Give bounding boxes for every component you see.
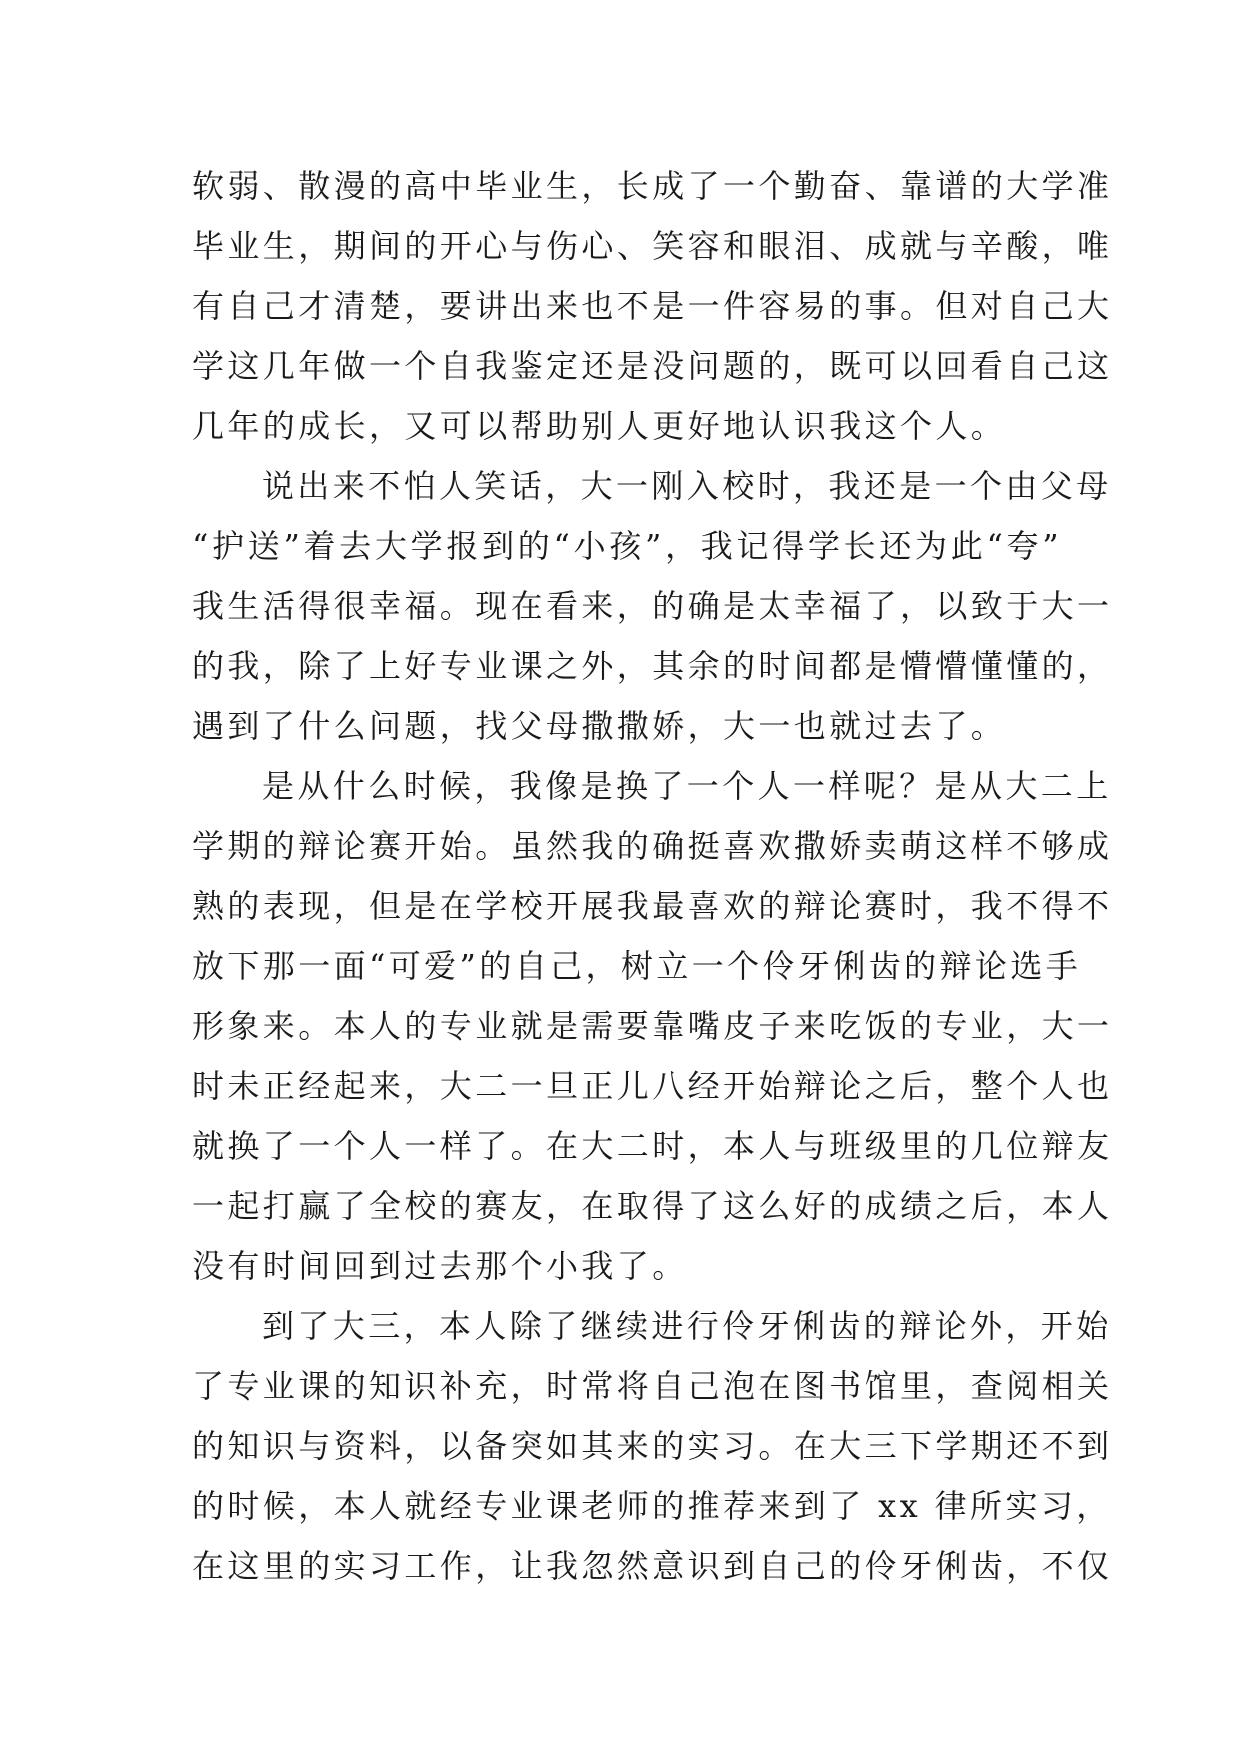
text-line: 熟的表现，但是在学校开展我最喜欢的辩论赛时，我不得不 [192, 887, 1113, 925]
text-line: 我生活得很幸福。现在看来，的确是太幸福了，以致于大一 [192, 587, 1113, 625]
text-line: 了专业课的知识补充，时常将自己泡在图书馆里，查阅相关 [192, 1367, 1113, 1405]
text-line: 几年的成长，又可以帮助别人更好地认识我这个人。 [192, 407, 1007, 445]
text-line: 毕业生，期间的开心与伤心、笑容和眼泪、成就与辛酸，唯 [192, 227, 1113, 265]
text-line: 有自己才清楚，要讲出来也不是一件容易的事。但对自己大 [192, 287, 1113, 325]
text-line: 形象来。本人的专业就是需要靠嘴皮子来吃饭的专业，大一 [192, 1007, 1113, 1045]
text-line: 在这里的实习工作，让我忽然意识到自己的伶牙俐齿，不仅 [192, 1547, 1113, 1585]
text-line: 时未正经起来，大二一旦正儿八经开始辩论之后，整个人也 [192, 1067, 1113, 1105]
text-line: “护送”着去大学报到的“小孩”，我记得学长还为此“夸” [192, 527, 1062, 565]
text-line: 的时候，本人就经专业课老师的推荐来到了 xx 律所实习， [192, 1487, 1112, 1525]
text-line: 的知识与资料，以备突如其来的实习。在大三下学期还不到 [192, 1427, 1113, 1465]
text-line: 软弱、散漫的高中毕业生，长成了一个勤奋、靠谱的大学准 [192, 167, 1113, 205]
text-line: 学这几年做一个自我鉴定还是没问题的，既可以回看自己这 [192, 347, 1113, 385]
document-body [192, 156, 1113, 1596]
text-line: 放下那一面“可爱”的自己，树立一个伶牙俐齿的辩论选手 [192, 947, 1082, 985]
text-line: 就换了一个人一样了。在大二时，本人与班级里的几位辩友 [192, 1127, 1113, 1165]
text-line: 一起打赢了全校的赛友，在取得了这么好的成绩之后，本人 [192, 1187, 1113, 1225]
text-line: 没有时间回到过去那个小我了。 [192, 1247, 688, 1285]
paragraph-start-line: 是从什么时候，我像是换了一个人一样呢？是从大二上 [262, 767, 1112, 805]
paragraph-start-line: 到了大三，本人除了继续进行伶牙俐齿的辩论外，开始 [262, 1307, 1112, 1345]
text-line: 学期的辩论赛开始。虽然我的确挺喜欢撒娇卖萌这样不够成 [192, 827, 1113, 865]
text-line: 遇到了什么问题，找父母撒撒娇，大一也就过去了。 [192, 707, 1007, 745]
paragraph-start-line: 说出来不怕人笑话，大一刚入校时，我还是一个由父母 [262, 467, 1112, 505]
text-line: 的我，除了上好专业课之外，其余的时间都是懵懵懂懂的， [192, 647, 1113, 685]
